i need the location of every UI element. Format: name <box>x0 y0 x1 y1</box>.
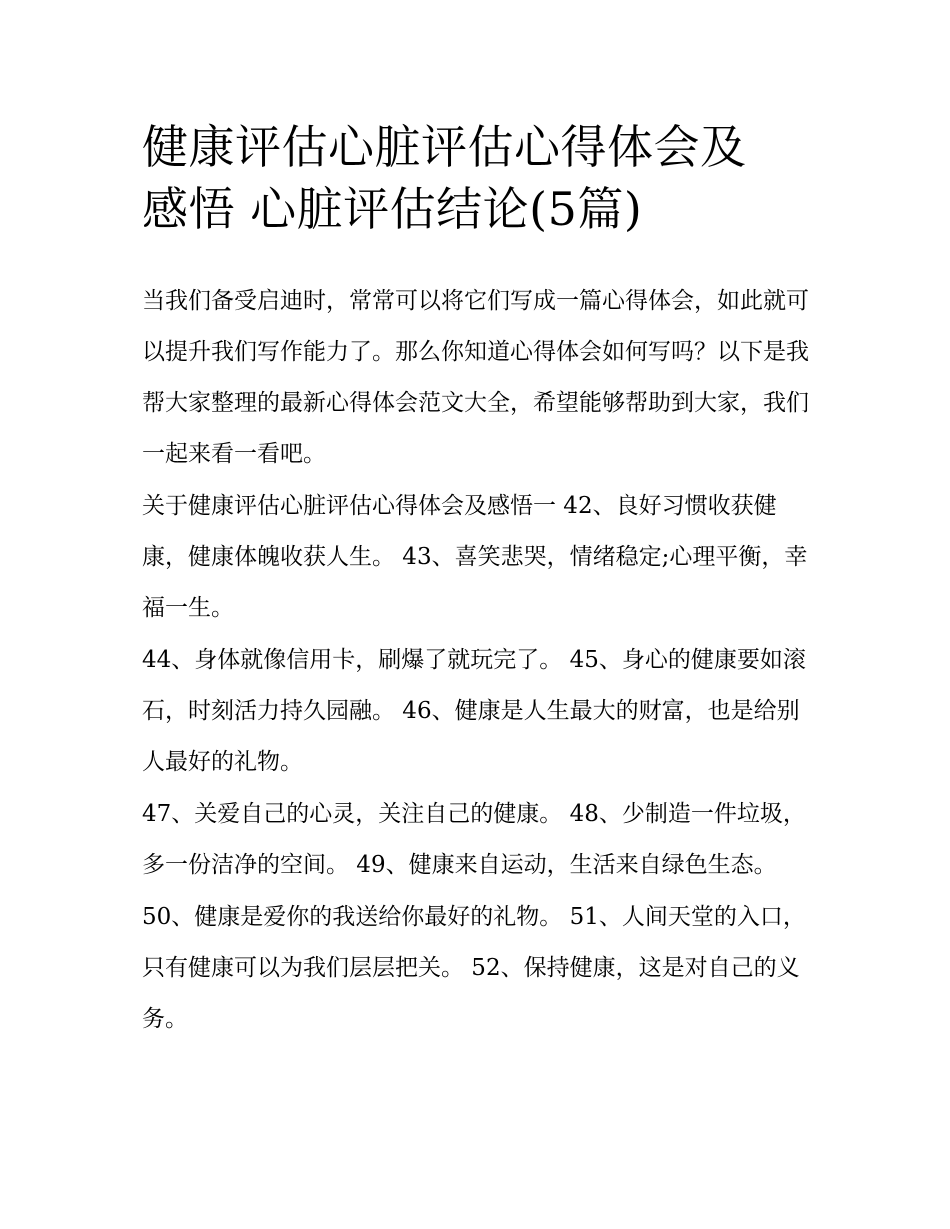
paragraph-50-52: 50、健康是爱你的我送给你最好的礼物。 51、人间天堂的入口，只有健康可以为我们层层把关。 52、保持健康，这是对自己的义务。 <box>142 904 806 1032</box>
title-line-1: 健康评估心脏评估心得体会及 <box>142 120 747 174</box>
paragraph-intro: 当我们备受启迪时，常常可以将它们写成一篇心得体会，如此就可以提升我们写作能力了。那么你知道心得体会如何写吗？以下是我帮大家整理的最新心得体会范文大全，希望能够帮助到大家，我们一起来看一看吧。 <box>142 288 809 467</box>
document-body <box>142 276 822 1046</box>
paragraph-42-43: 关于健康评估心脏评估心得体会及感悟一 42、良好习惯收获健康，健康体魄收获人生。 43、喜笑悲哭，情绪稳定;心理平衡，幸福一生。 <box>142 493 808 621</box>
paragraph-44-46: 44、身体就像信用卡，刷爆了就玩完了。 45、身心的健康要如滚石，时刻活力持久园融。 46、健康是人生最大的财富，也是给别人最好的礼物。 <box>142 647 806 775</box>
document-title <box>142 116 832 240</box>
paragraph-47-49: 47、关爱自己的心灵，关注自己的健康。 48、少制造一件垃圾，多一份洁净的空间。 49、健康来自运动，生活来自绿色生态。 <box>142 801 806 878</box>
title-line-2: 感悟 心脏评估结论(5篇) <box>142 182 643 236</box>
